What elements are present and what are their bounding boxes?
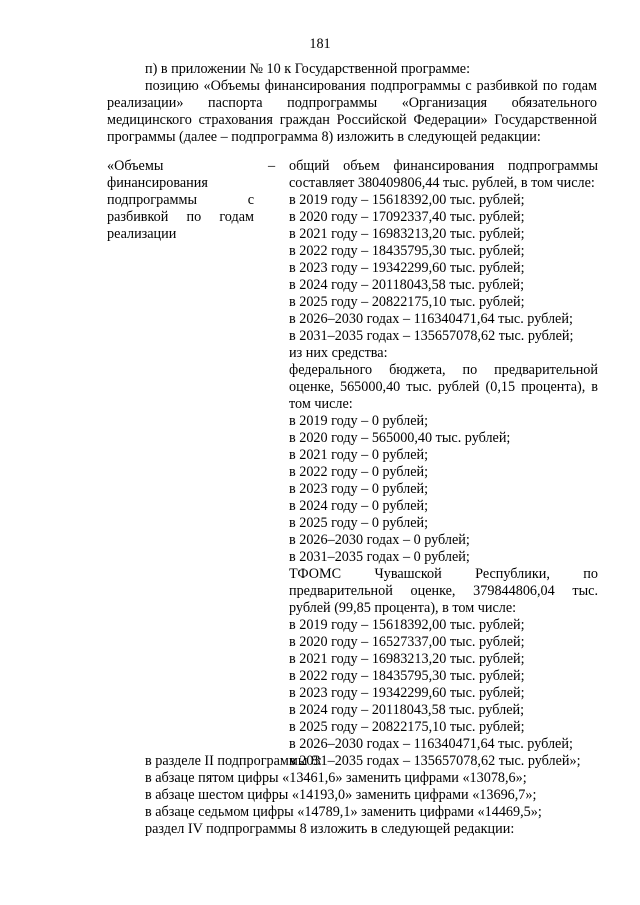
total-funding-text: общий объем финансирования подпрограммы составляет 380409806,44 тыс. рублей, в том числе:	[289, 158, 598, 191]
total-year-line: в 2024 году – 20118043,58 тыс. рублей;	[289, 277, 525, 293]
outro-block	[145, 753, 605, 838]
tfoms-text: ТФОМС Чувашской Республики, по предварительной оценке, 379844806,04 тыс. рублей (99,85 процента), в том числе:	[289, 566, 598, 616]
federal-year-line: в 2025 году – 0 рублей;	[289, 515, 429, 531]
tfoms-year-line: в 2020 году – 16527337,00 тыс. рублей;	[289, 634, 525, 650]
intro-paragraph: позицию «Объемы финансирования подпрограммы с разбивкой по годам реализации» паспорта подпрограммы «Организация обязательного медицинского страхования граждан Российской Федерации» Государственной программы (далее – подпрограмма 8) изложить в следующей редакции:	[107, 78, 597, 145]
federal-year-line: в 2024 году – 0 рублей;	[289, 498, 429, 514]
intro-block	[107, 61, 597, 146]
tfoms-year-line: в 2023 году – 19342299,60 тыс. рублей;	[289, 685, 525, 701]
federal-year-line: в 2022 году – 0 рублей;	[289, 464, 429, 480]
total-year-line: в 2025 году – 20822175,10 тыс. рублей;	[289, 294, 525, 310]
outro-line: в абзаце седьмом цифры «14789,1» заменить цифрами «14469,5»;	[145, 804, 542, 820]
total-year-line: в 2021 году – 16983213,20 тыс. рублей;	[289, 226, 525, 242]
outro-line: в абзаце шестом цифры «14193,0» заменить цифрами «13696,7»;	[145, 787, 537, 803]
total-year-line: в 2023 году – 19342299,60 тыс. рублей;	[289, 260, 525, 276]
tfoms-year-line: в 2026–2030 годах – 116340471,64 тыс. рублей;	[289, 736, 573, 752]
tfoms-year-line: в 2021 году – 16983213,20 тыс. рублей;	[289, 651, 525, 667]
tfoms-year-line: в 2031–2035 годах – 135657078,62 тыс. рублей»;	[289, 753, 581, 769]
federal-year-line: в 2020 году – 565000,40 тыс. рублей;	[289, 430, 511, 446]
intro-line: п) в приложении № 10 к Государственной программе:	[145, 61, 471, 77]
federal-year-line: в 2023 году – 0 рублей;	[289, 481, 429, 497]
outro-line: в разделе II подпрограммы 8:	[145, 753, 322, 769]
federal-year-line: в 2026–2030 годах – 0 рублей;	[289, 532, 470, 548]
total-year-line: в 2022 году – 18435795,30 тыс. рублей;	[289, 243, 525, 259]
total-year-line: в 2020 году – 17092337,40 тыс. рублей;	[289, 209, 525, 225]
federal-year-line: в 2031–2035 годах – 0 рублей;	[289, 549, 470, 565]
outro-line: в абзаце пятом цифры «13461,6» заменить цифрами «13078,6»;	[145, 770, 527, 786]
tfoms-year-line: в 2022 году – 18435795,30 тыс. рублей;	[289, 668, 525, 684]
table-dash: –	[268, 158, 276, 174]
table-right-cell	[289, 158, 598, 770]
tfoms-year-line: в 2019 году – 15618392,00 тыс. рублей;	[289, 617, 525, 633]
of-which-label: из них средства:	[289, 345, 388, 361]
federal-budget-text: федерального бюджета, по предварительной оценке, 565000,40 тыс. рублей (0,15 процента), в том числе:	[289, 362, 598, 412]
tfoms-year-line: в 2024 году – 20118043,58 тыс. рублей;	[289, 702, 525, 718]
outro-line: раздел IV подпрограммы 8 изложить в следующей редакции:	[145, 821, 515, 837]
tfoms-year-line: в 2025 году – 20822175,10 тыс. рублей;	[289, 719, 525, 735]
federal-year-line: в 2019 году – 0 рублей;	[289, 413, 429, 429]
table-left-cell: «Объемы финансирования подпрограммы с разбивкой по годам реализации	[107, 158, 254, 242]
total-year-line: в 2019 году – 15618392,00 тыс. рублей;	[289, 192, 525, 208]
page-number: 181	[309, 36, 331, 52]
federal-year-line: в 2021 году – 0 рублей;	[289, 447, 429, 463]
total-year-line: в 2031–2035 годах – 135657078,62 тыс. рублей;	[289, 328, 574, 344]
total-year-line: в 2026–2030 годах – 116340471,64 тыс. рублей;	[289, 311, 573, 327]
